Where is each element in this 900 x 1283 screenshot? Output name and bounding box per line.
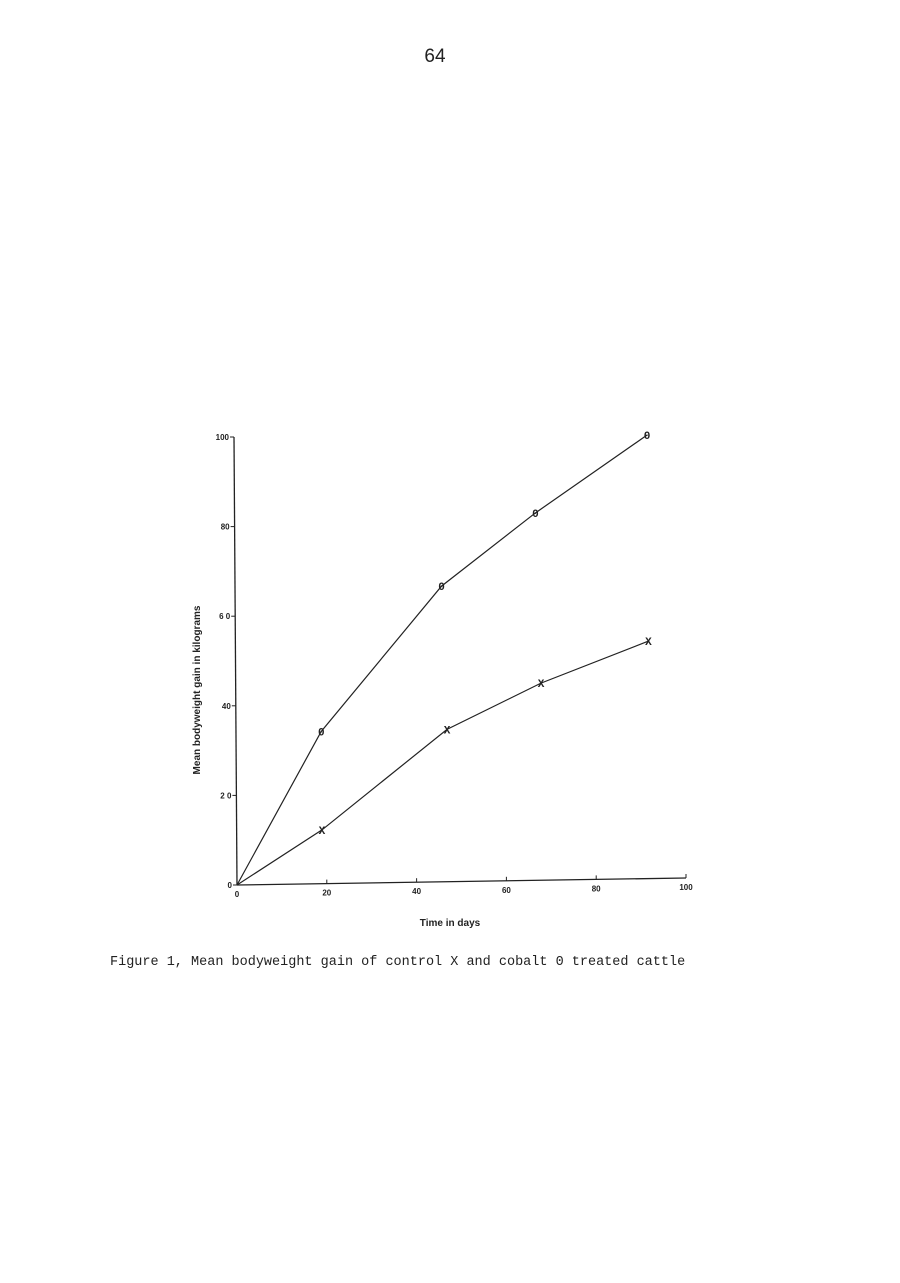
y-tick-label: 40 bbox=[221, 701, 231, 711]
data-point-marker: X bbox=[645, 637, 652, 650]
data-point-marker: 0 bbox=[438, 582, 445, 595]
figure-caption: Figure 1, Mean bodyweight gain of control X and cobalt 0 treated cattle bbox=[110, 955, 686, 970]
y-tick-label: 0 bbox=[227, 881, 232, 890]
x-tick-label: 40 bbox=[412, 887, 422, 897]
x-axis-line bbox=[237, 878, 686, 885]
y-tick-label: 2 0 bbox=[220, 791, 232, 801]
y-tick-label: 100 bbox=[215, 433, 229, 442]
data-point-marker: X bbox=[443, 725, 451, 738]
data-point-marker: X bbox=[318, 825, 326, 838]
series-line-1 bbox=[237, 435, 647, 885]
series-line-2 bbox=[237, 641, 648, 885]
y-axis-label: Mean bodyweight gain in kilograms bbox=[192, 605, 203, 775]
data-point-marker: 0 bbox=[643, 431, 651, 444]
data-point-marker: X bbox=[537, 679, 545, 692]
y-axis-line bbox=[234, 437, 237, 885]
chart-series bbox=[237, 431, 652, 885]
data-point-marker: 0 bbox=[532, 508, 539, 521]
page-number: 64 bbox=[424, 46, 446, 67]
chart-axes bbox=[234, 437, 686, 885]
x-tick-label: 20 bbox=[322, 888, 332, 898]
data-point-marker: 0 bbox=[317, 727, 325, 740]
y-tick-label: 80 bbox=[220, 522, 230, 532]
axis-ticks bbox=[216, 433, 694, 899]
x-axis-label: Time in days bbox=[419, 918, 481, 929]
y-tick-label: 6 0 bbox=[219, 612, 231, 622]
x-tick-label: 60 bbox=[501, 885, 511, 895]
x-tick-label: 80 bbox=[591, 884, 601, 894]
x-tick-label: 0 bbox=[234, 890, 240, 899]
x-tick-label: 100 bbox=[679, 883, 693, 892]
